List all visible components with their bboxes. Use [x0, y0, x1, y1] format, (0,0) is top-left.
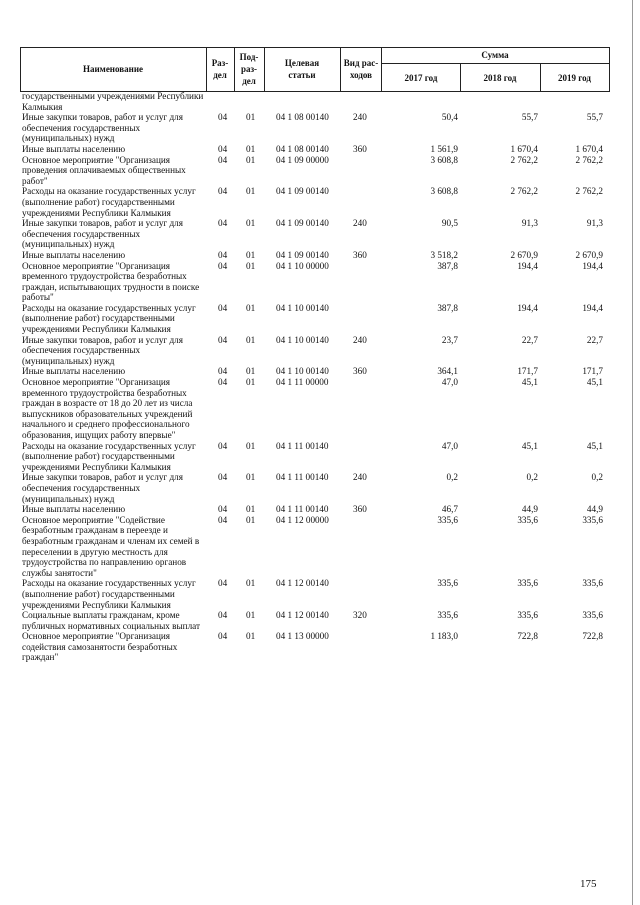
sum-2019-cell: 2 762,2 — [575, 186, 603, 197]
table-row — [22, 472, 612, 504]
sum-2018-cell: 722,8 — [517, 631, 538, 642]
sum-2018-cell: 22,7 — [521, 334, 538, 345]
sum-2019-cell: 335,6 — [582, 610, 603, 621]
sum-2019-cell: 0,2 — [591, 472, 603, 483]
sum-2019-cell: 91,3 — [586, 218, 603, 229]
name-cell: Расходы на оказание государственных услуг (выполнение работ) государственными учреждениями Республики Калмыкия — [22, 186, 196, 218]
podrazdel-cell: 01 — [246, 631, 256, 642]
sum-2019-cell: 22,7 — [586, 334, 603, 345]
table-body — [22, 91, 612, 663]
name-cell: Иные выплаты населению — [22, 366, 126, 377]
sum-2018-cell: 335,6 — [517, 610, 538, 621]
podrazdel-cell: 01 — [246, 143, 256, 154]
target-cell: 04 1 12 00140 — [276, 610, 329, 621]
sum-2017-cell: 335,6 — [437, 578, 458, 589]
sum-2019-cell: 44,9 — [586, 504, 603, 515]
sum-2018-cell: 2 762,2 — [510, 154, 538, 165]
razdel-cell: 04 — [218, 154, 228, 165]
table-row — [22, 303, 612, 335]
sum-2018-cell: 91,3 — [521, 218, 538, 229]
podrazdel-cell: 01 — [246, 249, 256, 260]
name-cell: Основное мероприятие "Организация проведения оплачиваемых общественных работ" — [22, 154, 186, 186]
vid-cell: 360 — [353, 143, 367, 154]
header-target: Целевая статьи — [284, 58, 320, 80]
target-cell: 04 1 09 00140 — [276, 249, 329, 260]
table-row — [22, 112, 612, 144]
sum-2017-cell: 47,0 — [441, 377, 458, 388]
target-cell: 04 1 13 00000 — [276, 631, 329, 642]
header-podrazdel: Под-раз-дел — [239, 52, 259, 86]
sum-2019-cell: 722,8 — [582, 631, 603, 642]
razdel-cell: 04 — [218, 249, 228, 260]
podrazdel-cell: 01 — [246, 610, 256, 621]
podrazdel-cell: 01 — [246, 186, 256, 197]
razdel-cell: 04 — [218, 366, 228, 377]
podrazdel-cell: 01 — [246, 260, 256, 271]
sum-2019-cell: 1 670,4 — [575, 143, 603, 154]
vid-cell: 360 — [353, 366, 367, 377]
sum-2017-cell: 3 518,2 — [430, 249, 458, 260]
header-sum: Сумма — [481, 50, 509, 60]
sum-2018-cell: 1 670,4 — [510, 143, 538, 154]
table-row — [22, 335, 612, 367]
podrazdel-cell: 01 — [246, 377, 256, 388]
sum-2017-cell: 50,4 — [441, 112, 458, 123]
sum-2017-cell: 335,6 — [437, 514, 458, 525]
razdel-cell: 04 — [218, 514, 228, 525]
sum-2017-cell: 0,2 — [446, 472, 458, 483]
target-cell: 04 1 10 00140 — [276, 302, 329, 313]
razdel-cell: 04 — [218, 186, 228, 197]
target-cell: 04 1 11 00140 — [276, 440, 329, 451]
target-cell: 04 1 09 00140 — [276, 186, 329, 197]
sum-2017-cell: 46,7 — [441, 504, 458, 515]
name-cell: Расходы на оказание государственных услуг (выполнение работ) государственными учреждениями Республики Калмыкия — [22, 302, 196, 335]
name-cell: государственными учреждениями Республики Калмыкия — [22, 91, 204, 112]
target-cell: 04 1 12 00000 — [276, 514, 329, 525]
sum-2019-cell: 194,4 — [582, 260, 603, 271]
table-row — [22, 155, 612, 187]
header-name: Наименование — [83, 64, 143, 74]
razdel-cell: 04 — [218, 377, 228, 388]
header-year-2018: 2018 год — [483, 72, 517, 83]
name-cell: Основное мероприятие "Содействие безработным гражданам в переезде и безработным гражданам и членам их семей в переселении в другую местность для трудоустройства по направлению органов службы занятости" — [22, 514, 200, 578]
target-cell: 04 1 09 00000 — [276, 154, 329, 165]
target-cell: 04 1 12 00140 — [276, 578, 329, 589]
table-row — [22, 504, 612, 515]
vid-cell: 240 — [353, 334, 367, 345]
table-row — [22, 441, 612, 473]
podrazdel-cell: 01 — [246, 440, 256, 451]
sum-2017-cell: 364,1 — [437, 366, 458, 377]
header-vid: Вид рас-ходов — [343, 58, 379, 80]
table-row — [22, 186, 612, 218]
podrazdel-cell: 01 — [246, 112, 256, 123]
razdel-cell: 04 — [218, 334, 228, 345]
target-cell: 04 1 08 00140 — [276, 112, 329, 123]
name-cell: Расходы на оказание государственных услуг (выполнение работ) государственными учреждениями Республики Калмыкия — [22, 440, 196, 472]
name-cell: Основное мероприятие "Организация содействия самозанятости безработных граждан" — [22, 631, 178, 663]
razdel-cell: 04 — [218, 631, 228, 642]
name-cell: Иные закупки товаров, работ и услуг для обеспечения государственных (муниципальных) нужд — [22, 218, 183, 250]
razdel-cell: 04 — [218, 472, 228, 483]
podrazdel-cell: 01 — [246, 504, 256, 515]
target-cell: 04 1 10 00140 — [276, 366, 329, 377]
header-razdel: Раз-дел — [211, 58, 229, 80]
name-cell: Иные выплаты населению — [22, 504, 126, 515]
sum-2017-cell: 47,0 — [441, 440, 458, 451]
sum-2018-cell: 194,4 — [517, 302, 538, 313]
sum-2019-cell: 194,4 — [582, 302, 603, 313]
table-row — [22, 144, 612, 155]
name-cell: Иные выплаты населению — [22, 249, 126, 260]
podrazdel-cell: 01 — [246, 514, 256, 525]
name-cell: Иные закупки товаров, работ и услуг для обеспечения государственных (муниципальных) нужд — [22, 334, 183, 366]
target-cell: 04 1 11 00140 — [276, 504, 329, 515]
sum-2017-cell: 1 183,0 — [430, 631, 458, 642]
sum-2017-cell: 3 608,8 — [430, 154, 458, 165]
razdel-cell: 04 — [218, 260, 228, 271]
table-row — [22, 218, 612, 250]
name-cell: Иные закупки товаров, работ и услуг для обеспечения государственных (муниципальных) нужд — [22, 112, 183, 144]
sum-2017-cell: 90,5 — [441, 218, 458, 229]
sum-2018-cell: 2 670,9 — [510, 249, 538, 260]
razdel-cell: 04 — [218, 218, 228, 229]
sum-2019-cell: 335,6 — [582, 578, 603, 589]
sum-2018-cell: 45,1 — [521, 440, 538, 451]
name-cell: Социальные выплаты гражданам, кроме публичных нормативных социальных выплат — [22, 610, 201, 631]
sum-2019-cell: 55,7 — [586, 112, 603, 123]
header-year-2017: 2017 год — [404, 72, 438, 83]
page-number: 175 — [580, 878, 597, 890]
sum-2017-cell: 3 608,8 — [430, 186, 458, 197]
target-cell: 04 1 09 00140 — [276, 218, 329, 229]
sum-2017-cell: 387,8 — [437, 260, 458, 271]
vid-cell: 360 — [353, 504, 367, 515]
table-row — [22, 91, 612, 112]
header-year-2019: 2019 год — [558, 72, 591, 83]
sum-2018-cell: 44,9 — [521, 504, 538, 515]
sum-2017-cell: 335,6 — [437, 610, 458, 621]
vid-cell: 240 — [353, 112, 367, 123]
sum-2019-cell: 45,1 — [586, 440, 603, 451]
podrazdel-cell: 01 — [246, 154, 256, 165]
target-cell: 04 1 10 00000 — [276, 260, 329, 271]
podrazdel-cell: 01 — [246, 472, 256, 483]
sum-2018-cell: 335,6 — [517, 578, 538, 589]
sum-2019-cell: 2 670,9 — [575, 249, 603, 260]
target-cell: 04 1 10 00140 — [276, 334, 329, 345]
sum-2017-cell: 1 561,9 — [430, 143, 458, 154]
podrazdel-cell: 01 — [246, 366, 256, 377]
razdel-cell: 04 — [218, 143, 228, 154]
podrazdel-cell: 01 — [246, 302, 256, 313]
sum-2018-cell: 55,7 — [521, 112, 538, 123]
sum-2019-cell: 335,6 — [582, 514, 603, 525]
name-cell: Основное мероприятие "Организация временного трудоустройства безработных граждан, испытывающих трудности в поиске работы" — [22, 260, 200, 303]
sum-2018-cell: 335,6 — [517, 514, 538, 525]
table-row — [22, 377, 612, 441]
sum-2018-cell: 2 762,2 — [510, 186, 538, 197]
podrazdel-cell: 01 — [246, 578, 256, 589]
table-row — [22, 631, 612, 663]
sum-2018-cell: 45,1 — [521, 377, 538, 388]
table-row — [22, 610, 612, 631]
target-cell: 04 1 11 00000 — [276, 377, 329, 388]
razdel-cell: 04 — [218, 302, 228, 313]
sum-2019-cell: 171,7 — [582, 366, 603, 377]
name-cell: Иные закупки товаров, работ и услуг для обеспечения государственных (муниципальных) нужд — [22, 472, 183, 504]
table-row — [22, 366, 612, 377]
name-cell: Иные выплаты населению — [22, 143, 126, 154]
vid-cell: 240 — [353, 218, 367, 229]
sum-2018-cell: 194,4 — [517, 260, 538, 271]
sum-2017-cell: 23,7 — [441, 334, 458, 345]
vid-cell: 240 — [353, 472, 367, 483]
razdel-cell: 04 — [218, 578, 228, 589]
podrazdel-cell: 01 — [246, 334, 256, 345]
razdel-cell: 04 — [218, 610, 228, 621]
table-row — [22, 515, 612, 579]
razdel-cell: 04 — [218, 112, 228, 123]
name-cell: Расходы на оказание государственных услуг (выполнение работ) государственными учреждениями Республики Калмыкия — [22, 578, 196, 610]
podrazdel-cell: 01 — [246, 218, 256, 229]
vid-cell: 320 — [353, 610, 367, 621]
target-cell: 04 1 11 00140 — [276, 472, 329, 483]
sum-2019-cell: 2 762,2 — [575, 154, 603, 165]
table-row — [22, 578, 612, 610]
sum-2018-cell: 0,2 — [526, 472, 538, 483]
table-row — [22, 250, 612, 261]
vid-cell: 360 — [353, 249, 367, 260]
name-cell: Основное мероприятие "Организация временного трудоустройства безработных граждан в возрасте от 18 до 20 лет из числа выпускников образовательных учреждений начального и среднего профессионального образования, ищущих работу впервые" — [22, 377, 193, 440]
razdel-cell: 04 — [218, 440, 228, 451]
sum-2018-cell: 171,7 — [517, 366, 538, 377]
table-header — [20, 47, 610, 92]
razdel-cell: 04 — [218, 504, 228, 515]
table-row — [22, 261, 612, 303]
page-edge — [632, 0, 633, 905]
sum-2017-cell: 387,8 — [437, 302, 458, 313]
sum-2019-cell: 45,1 — [586, 377, 603, 388]
target-cell: 04 1 08 00140 — [276, 143, 329, 154]
